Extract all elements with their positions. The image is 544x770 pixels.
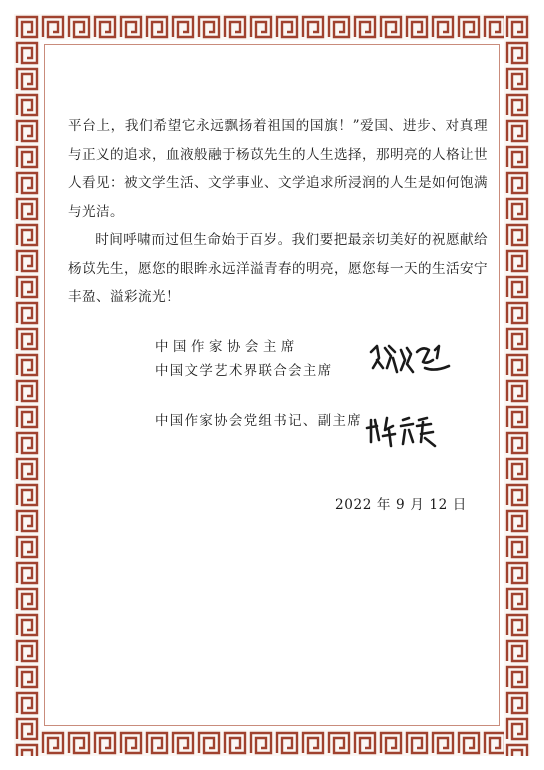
border-bottom: [14, 730, 530, 756]
signatory-title-1: 中国作家协会主席: [155, 340, 299, 355]
handwritten-signature-2: [365, 412, 439, 450]
border-right: [504, 14, 530, 756]
signatory-title-3: 中国作家协会党组书记、副主席: [155, 414, 363, 429]
handwritten-signature-1: [365, 338, 453, 386]
border-left: [14, 14, 40, 756]
letter-body: [68, 112, 488, 312]
border-top: [14, 14, 530, 40]
paragraph-2: 时间呼啸而过但生命始于百岁。我们要把最亲切美好的祝愿献给杨苡先生，愿您的眼眸永远洋溢青春的明亮，愿您每一天的生活安宁丰盈、溢彩流光！: [68, 232, 488, 305]
paragraph-1: 平台上，我们希望它永远飘扬着祖国的国旗！”爱国、进步、对真理与正义的追求，血液般融于杨苡先生的人生选择，那明亮的人格让世人看见：被文学生活、文学事业、文学追求所浸润的人生是如何饱满与光洁。: [68, 118, 488, 220]
signatory-title-2: 中国文学艺术界联合会主席: [155, 364, 333, 379]
letter-date: 2022 年 9 月 12 日: [335, 497, 467, 513]
